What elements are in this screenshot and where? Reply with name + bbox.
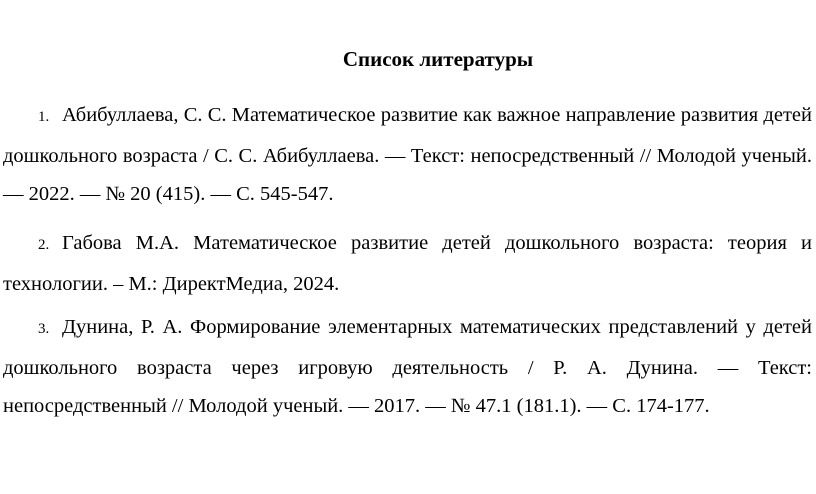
reference-text: Абибуллаева, С. С. Математическое развитие как важное направление развития детей дошкольного возраста / С. С. Абибуллаева. — Текст: непосредственный // Молодой ученый. — 2022. — № 20 (415). — С. 545-547. [3, 104, 812, 205]
reference-number: 2. [38, 237, 50, 253]
reference-item [3, 308, 812, 426]
page-title: Список литературы [342, 47, 534, 71]
reference-text: Габова М.А. Математическое развитие детей дошкольного возраста: теория и технологии. – М.: ДиректМедиа, 2024. [3, 232, 812, 295]
reference-text: Дунина, Р. А. Формирование элементарных математических представлений у детей дошкольного возраста через игровую деятельность / Р. А. Дунина. — Текст: непосредственный // Молодой ученый. — 2017. — № 47.1 (181.1). — С. 174-177. [3, 316, 812, 417]
reference-item [3, 96, 812, 214]
reference-number: 1. [38, 109, 50, 125]
reference-item [3, 224, 812, 303]
reference-number: 3. [38, 321, 50, 337]
